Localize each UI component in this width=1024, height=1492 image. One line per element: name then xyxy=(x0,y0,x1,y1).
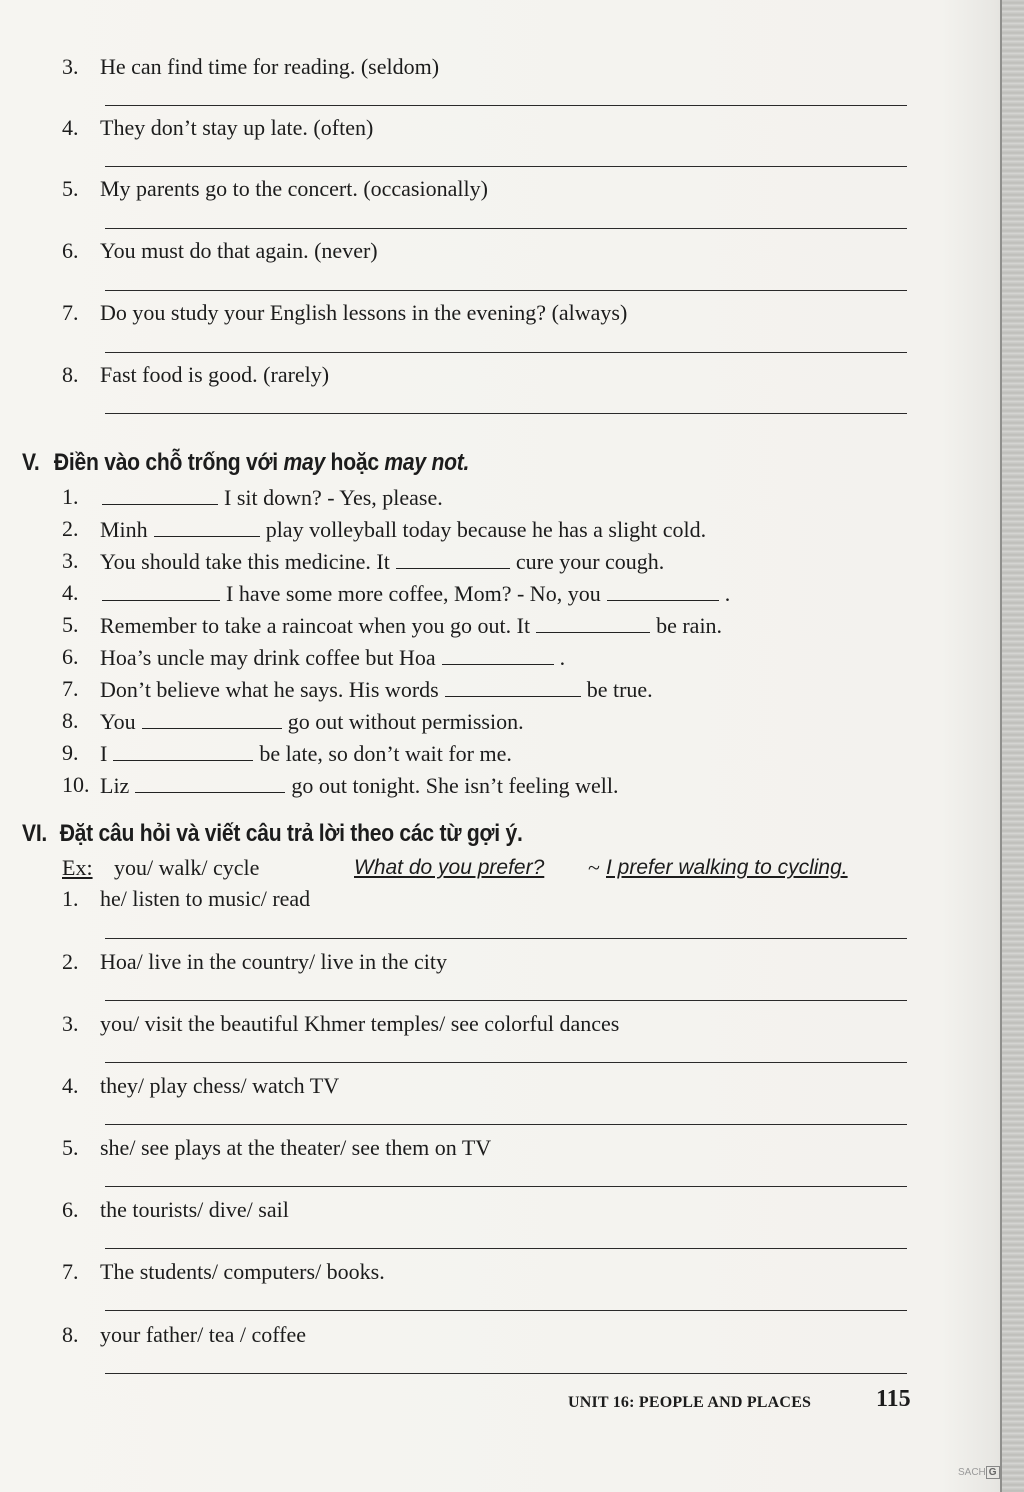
answer-line[interactable] xyxy=(105,166,907,167)
fill-blank[interactable] xyxy=(536,612,650,633)
watermark: SACH G xyxy=(958,1466,1000,1479)
fill-blank[interactable] xyxy=(396,548,510,569)
answer-line[interactable] xyxy=(105,1248,907,1249)
answer-line[interactable] xyxy=(105,1062,907,1063)
fill-blank[interactable] xyxy=(113,740,253,761)
fill-blank[interactable] xyxy=(445,676,581,697)
example-answer: I prefer walking to cycling. xyxy=(606,856,848,879)
fill-blank[interactable] xyxy=(607,580,719,601)
answer-line[interactable] xyxy=(105,352,907,353)
answer-line[interactable] xyxy=(105,938,907,939)
answer-line[interactable] xyxy=(105,1373,907,1374)
answer-line[interactable] xyxy=(105,290,907,291)
answer-line[interactable] xyxy=(105,1186,907,1187)
answer-line[interactable] xyxy=(105,1000,907,1001)
answer-line[interactable] xyxy=(105,228,907,229)
example-question: What do you prefer? xyxy=(354,856,545,879)
book-binding-edge xyxy=(1000,0,1024,1492)
page-number: 115 xyxy=(876,1386,911,1412)
fill-blank[interactable] xyxy=(135,772,285,793)
answer-line[interactable] xyxy=(105,105,907,106)
footer-unit-title: UNIT 16: PEOPLE AND PLACES xyxy=(568,1394,812,1411)
section-5-heading: V. Điền vào chỗ trống với may hoặc may not. xyxy=(22,449,470,476)
fill-blank[interactable] xyxy=(102,580,220,601)
fill-blank[interactable] xyxy=(442,644,554,665)
answer-line[interactable] xyxy=(105,413,907,414)
section-6-heading: VI. Đặt câu hỏi và viết câu trả lời theo các từ gợi ý. xyxy=(22,820,523,847)
answer-line[interactable] xyxy=(105,1310,907,1311)
fill-blank[interactable] xyxy=(102,484,218,505)
fill-blank[interactable] xyxy=(154,516,260,537)
fill-blank[interactable] xyxy=(142,708,282,729)
answer-line[interactable] xyxy=(105,1124,907,1125)
watermark-logo-icon: G xyxy=(986,1466,1000,1479)
book-page: 3. He can find time for reading. (seldom) 4. They don’t stay up late. (often) 5. My parents go to the concert. (occasionally) 6. You must do that again. (never) 7. Do you study your English lessons in the evening? (always) 8. Fast food is good. (rarely) V. Điền vào chỗ trống với may hoặc may not. 1. I sit down? - Yes, please. 2. Minh play volleyball today because he has a slight cold. 3. You should take this medicine. It cure your cough. 4. I have some more coffee, Mom? - No, you . 5. Remember to take a raincoat when you go out. It be rain. 6. Hoa’s uncle may drink coffee but Hoa . 7. Don’t believe what he says. His words be true. 8. You go out without permission. 9. I be late, so don’t wait for me. 10. Liz go out tonight. She isn’t feeling well. VI. Đặt câu hỏi và viết câu trả lời theo các từ gợi ý. Ex: you/ walk/ cycle What do you prefer? ~ I prefer walking to cycling. 1. he/ listen to music/ read 2. Hoa/ live in the country/ live in the city 3. you/ visit the beautiful Khmer temples/ see colorful dances 4. they/ play chess/ watch TV 5. she/ see plays at the theater/ see them on TV 6. the tourists/ dive/ sail 7. The students/ computers/ books. 8. your father/ tea / coffee UNIT 16: PEOPLE AND PLACES 115 SACH G xyxy=(0,0,1024,1492)
